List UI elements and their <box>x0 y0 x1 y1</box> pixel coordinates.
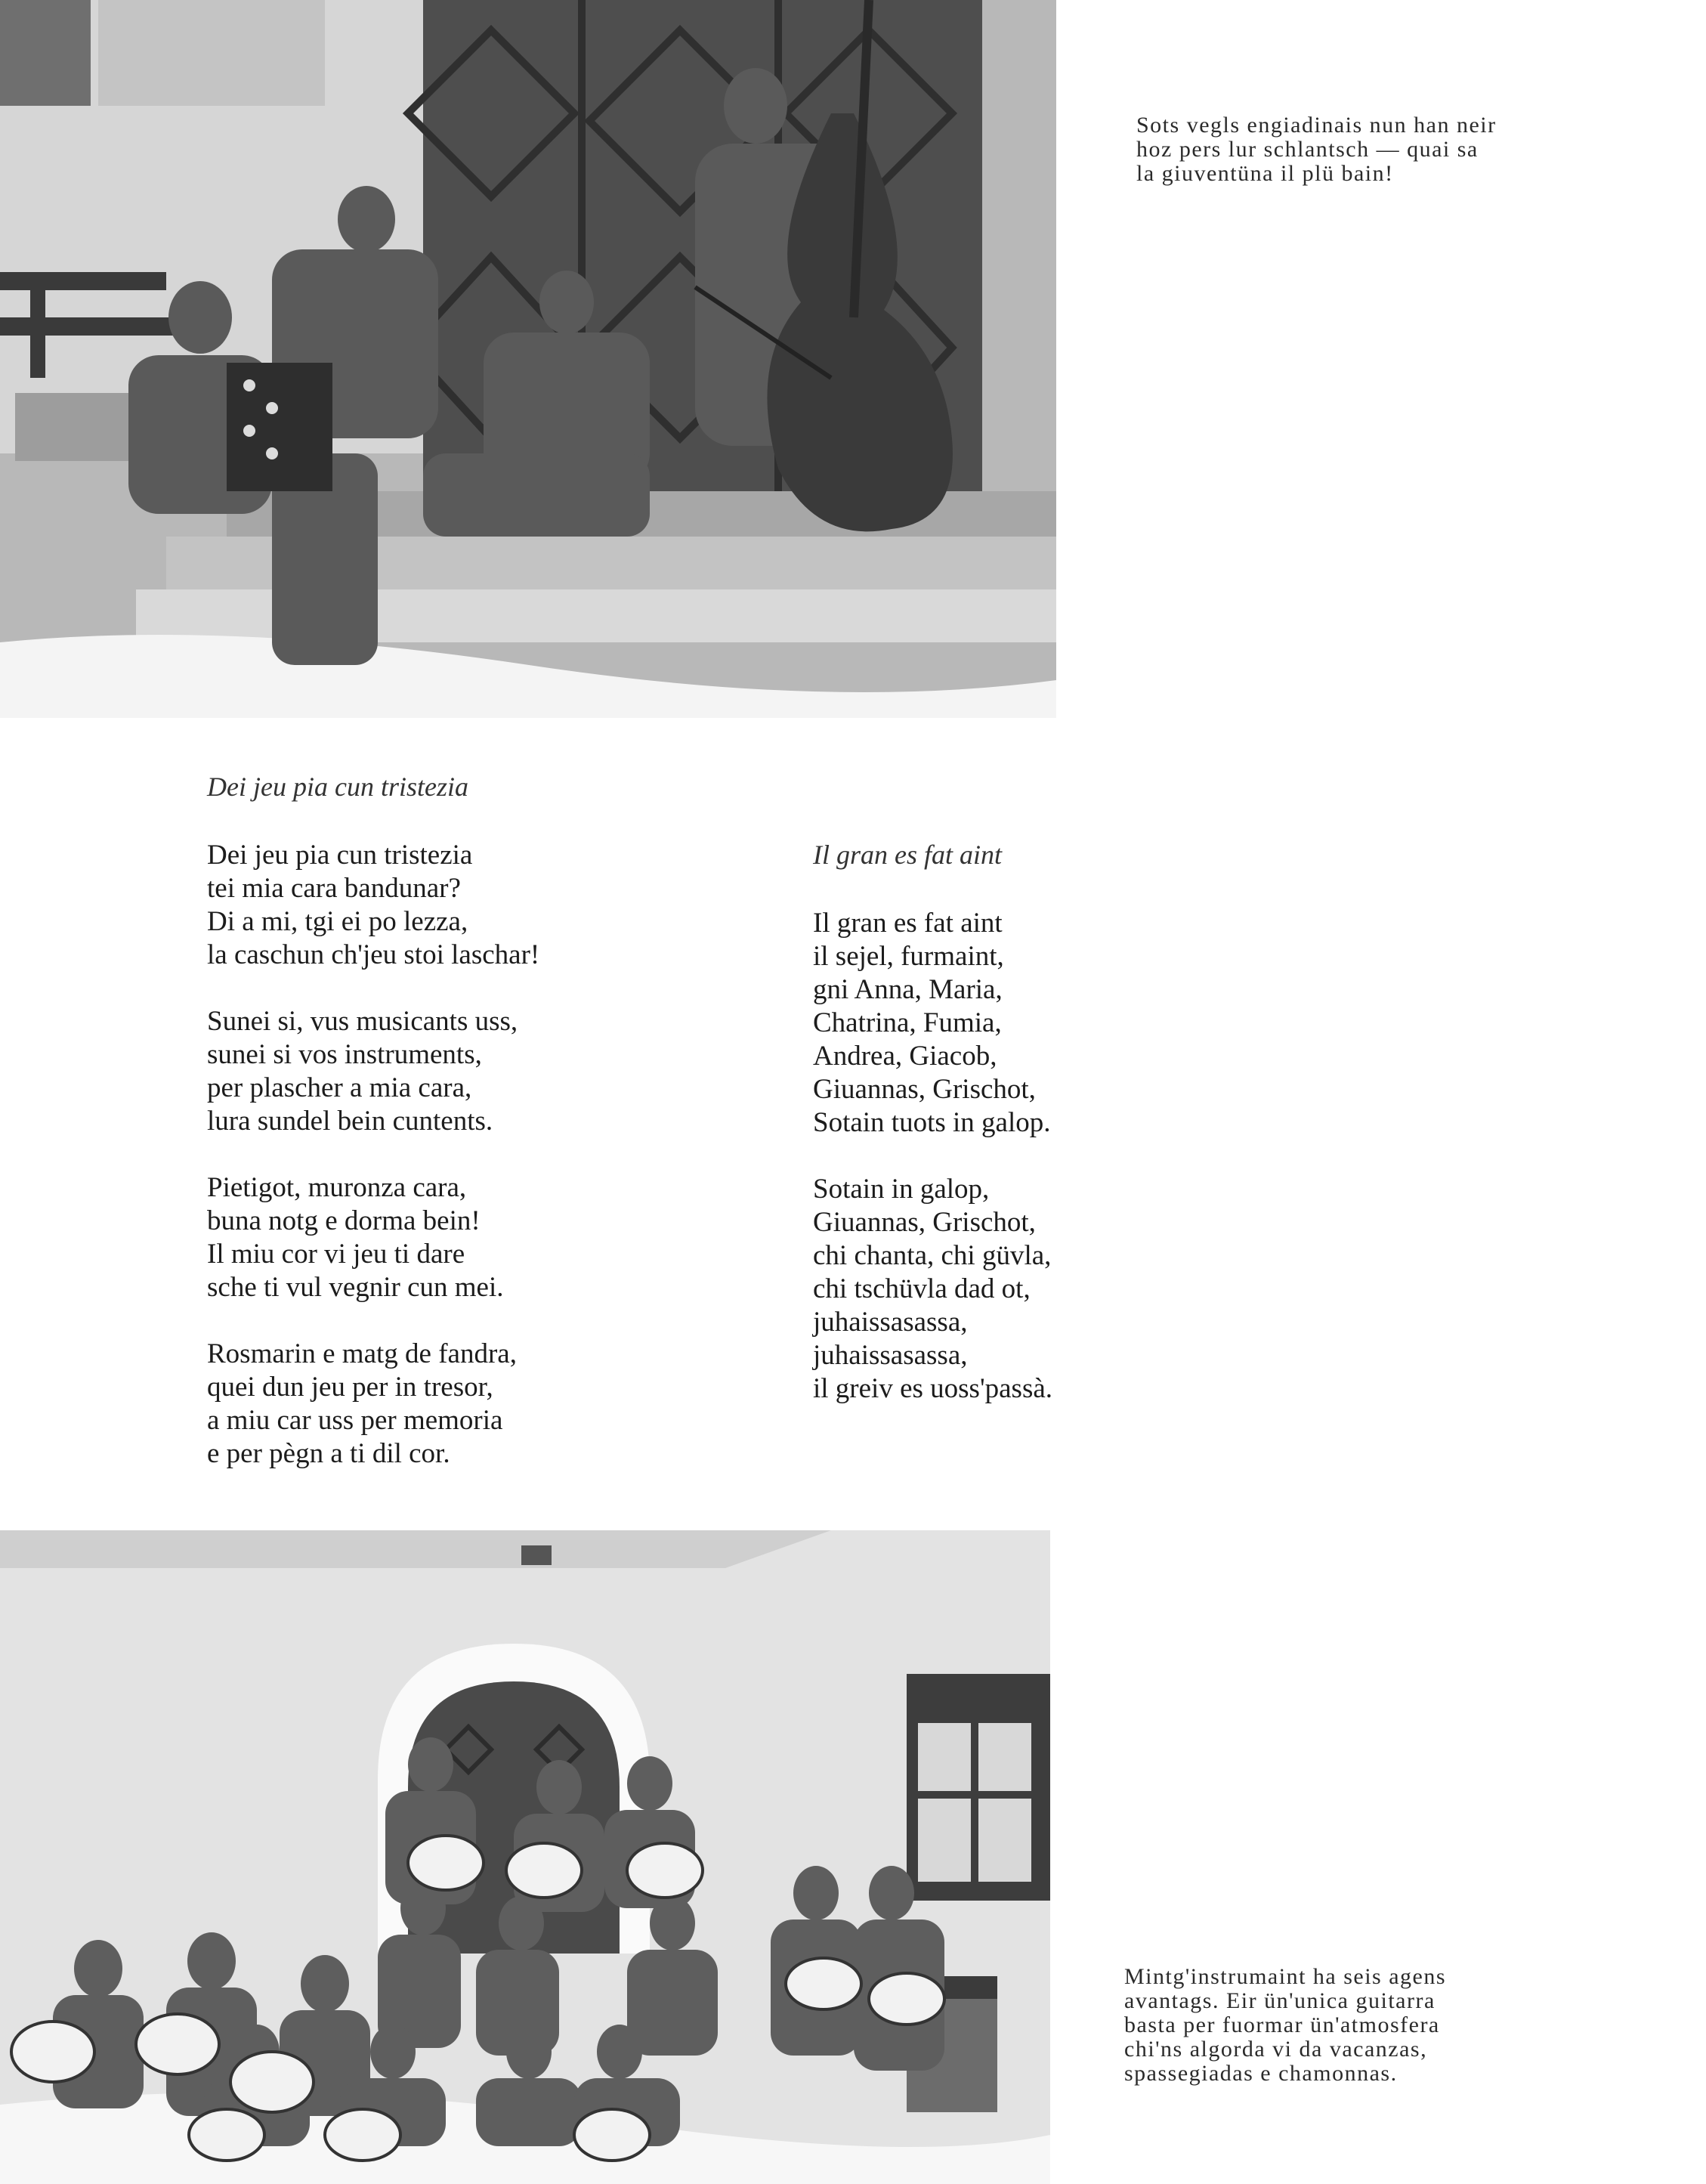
caption-line: Sots vegls engiadinais nun han neir <box>1136 113 1497 138</box>
stanza <box>813 1173 1052 1406</box>
verse-line: gni Anna, Maria, <box>813 974 1003 1005</box>
top-photo-musicians <box>0 0 1056 718</box>
caption-line: chi'ns algorda vi da vacanzas, <box>1124 2037 1428 2062</box>
verse-line: il greiv es uoss'passà. <box>813 1373 1053 1404</box>
top-photo-caption <box>1136 113 1541 186</box>
verse-line: la caschun ch'jeu stoi laschar! <box>207 939 540 970</box>
bottom-photo-guitar-group <box>0 1530 1050 2184</box>
stanza <box>207 1171 539 1304</box>
verse-line: sche ti vul vegnir cun mei. <box>207 1272 504 1303</box>
verse-line: Sunei si, vus musicants uss, <box>207 1006 518 1037</box>
poem-left-title: Dei jeu pia cun tristezia <box>207 772 468 802</box>
verse-line: chi chanta, chi güvla, <box>813 1240 1052 1271</box>
verse-line: juhaissasassa, <box>813 1307 968 1338</box>
verse-line: Chatrina, Fumia, <box>813 1007 1002 1038</box>
verse-line: a miu car uss per memoria <box>207 1405 503 1436</box>
bottom-photo-caption <box>1124 1965 1526 2086</box>
verse-line: chi tschüvla dad ot, <box>813 1273 1031 1304</box>
verse-line: Rosmarin e matg de fandra, <box>207 1338 517 1369</box>
verse-line: Sotain in galop, <box>813 1174 990 1205</box>
verse-line: Dei jeu pia cun tristezia <box>207 840 473 871</box>
verse-line: e per pègn a ti dil cor. <box>207 1438 450 1469</box>
verse-line: Di a mi, tgi ei po lezza, <box>207 906 468 937</box>
verse-line: buna notg e dorma bein! <box>207 1205 481 1236</box>
caption-line: avantags. Eir ün'unica guitarra <box>1124 1988 1436 2013</box>
verse-line: juhaissasassa, <box>813 1340 968 1371</box>
caption-line: basta per fuormar ün'atmosfera <box>1124 2012 1440 2037</box>
verse-line: Pietigot, muronza cara, <box>207 1172 467 1203</box>
top-photo-illustration <box>0 0 1056 718</box>
verse-line: sunei si vos instruments, <box>207 1039 482 1070</box>
caption-line: hoz pers lur schlantsch — quai sa <box>1136 137 1479 162</box>
verse-line: Il gran es fat aint <box>813 908 1003 939</box>
verse-line: Sotain tuots in galop. <box>813 1107 1051 1138</box>
stanza <box>813 907 1052 1140</box>
caption-line: la giuventüna il plü bain! <box>1136 161 1394 186</box>
poem-right-title: Il gran es fat aint <box>813 840 1002 870</box>
verse-line: il sejel, furmaint, <box>813 941 1004 972</box>
verse-line: Giuannas, Grischot, <box>813 1074 1036 1105</box>
stanza <box>207 1005 539 1138</box>
verse-line: per plascher a mia cara, <box>207 1072 472 1103</box>
verse-line: quei dun jeu per in tresor, <box>207 1372 493 1403</box>
verse-line: Giuannas, Grischot, <box>813 1207 1036 1238</box>
verse-line: tei mia cara bandunar? <box>207 873 461 904</box>
bottom-photo-illustration <box>0 1530 1050 2184</box>
verse-line: Il miu cor vi jeu ti dare <box>207 1239 465 1270</box>
poem-right <box>813 907 1052 1439</box>
verse-line: lura sundel bein cuntents. <box>207 1106 493 1137</box>
stanza <box>207 839 539 972</box>
caption-line: Mintg'instrumaint ha seis agens <box>1124 1964 1447 1989</box>
poem-left <box>207 839 539 1504</box>
caption-line: spassegiadas e chamonnas. <box>1124 2061 1398 2086</box>
verse-line: Andrea, Giacob, <box>813 1041 997 1072</box>
stanza <box>207 1338 539 1471</box>
